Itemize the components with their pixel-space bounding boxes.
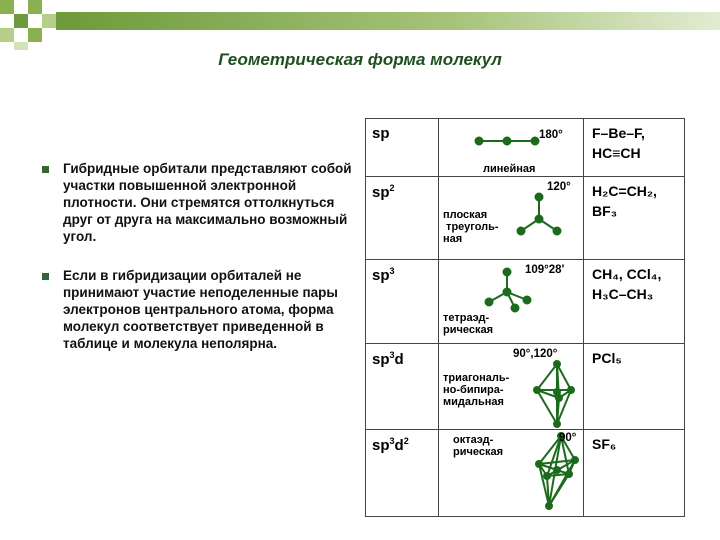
hybridization-table	[365, 118, 685, 517]
geometry-cell	[439, 260, 583, 343]
molecule-examples: PCl₅	[592, 350, 622, 366]
table-row	[366, 119, 685, 177]
bond-angle: 180°	[539, 129, 563, 141]
table-row	[366, 260, 685, 344]
hybridization-label: $sp^3d^2$	[372, 436, 409, 454]
molecule-examples: SF₆	[592, 436, 617, 452]
molecule-examples: F–Be–F, HC≡CH	[592, 125, 645, 161]
geometry-name: плоская треуголь- ная	[443, 209, 499, 245]
bond-angle: 109°28'	[525, 264, 565, 276]
molecule-examples: H₂C=CH₂, BF₃	[592, 183, 657, 219]
bullet-square-icon	[42, 166, 49, 173]
geometry-cell	[439, 119, 583, 176]
hybridization-label: $sp^3d$	[372, 350, 404, 368]
header-decoration	[0, 0, 720, 50]
bullet-text: Гибридные орбитали представляют собой участки повышенной электронной плотности. Они стремятся оттолкнуться друг от друга на максимально возможный угол.	[63, 161, 352, 244]
geometry-cell	[439, 177, 583, 259]
table-row	[366, 344, 685, 430]
molecule-examples: CH₄, CCl₄, H₃C–CH₃	[592, 266, 662, 302]
geometry-name: триагональ- но-бипира- мидальная	[443, 372, 510, 408]
geometry-name: октаэд- рическая	[453, 434, 503, 458]
hybridization-label: $sp^2$	[372, 183, 395, 201]
geometry-name: тетраэд- рическая	[443, 312, 493, 336]
table-row	[366, 177, 685, 260]
bullet-text: Если в гибридизации орбиталей не принимают участие неподеленные пары электронов центрального атома, форма молекул соответствует приведенной в таблице и молекула неполярна.	[63, 268, 338, 351]
bullet-square-icon	[42, 273, 49, 280]
table-row	[366, 430, 685, 517]
bullet-item	[42, 267, 352, 352]
page-title: Геометрическая форма молекул	[218, 50, 502, 69]
bullet-list	[42, 160, 352, 374]
geometry-cell	[439, 430, 583, 516]
bullet-item	[42, 160, 352, 245]
hybridization-label: $sp^3$	[372, 266, 395, 284]
hybridization-label: sp	[372, 125, 390, 142]
bond-angle: 120°	[547, 181, 571, 193]
bond-angle: 90°	[559, 432, 577, 444]
bond-angle: 90°,120°	[513, 348, 558, 360]
geometry-name: линейная	[483, 163, 536, 175]
geometry-cell	[439, 344, 583, 429]
